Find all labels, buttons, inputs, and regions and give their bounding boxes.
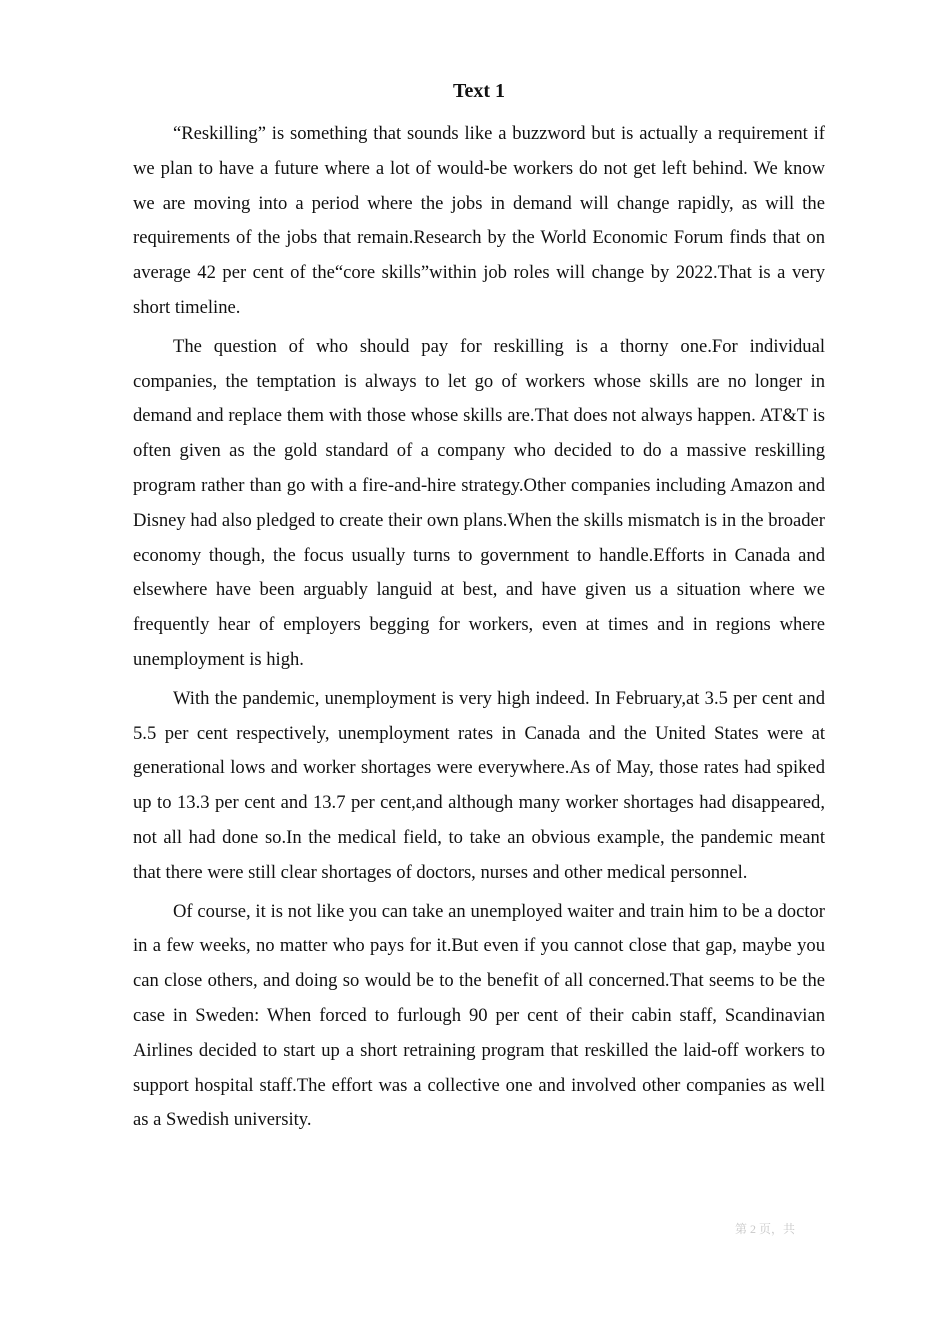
page-title: Text 1: [452, 80, 506, 102]
page-footer: 第 2 页，共: [735, 1222, 796, 1236]
document-body: [133, 74, 825, 1142]
paragraph-1: “Reskilling” is something that sounds like a buzzword but is actually a requirement if we plan to have a future where a lot of would-be workers do not get left behind. We know we are moving into a period where the jobs in demand will change rapidly, as will the requirements of the jobs that remain.Research by the World Economic Forum finds that on average 42 per cent of the“core skills”within job roles will change by 2022.That is a very short timeline.: [133, 123, 825, 318]
paragraph-2: The question of who should pay for reskilling is a thorny one.For individual companies, the temptation is always to let go of workers whose skills are no longer in demand and replace them with those whose skills are.That does not always happen. AT&T is often given as the gold standard of a company who decided to do a massive reskilling program rather than go with a fire-and-hire strategy.Other companies including Amazon and Disney had also pledged to create their own plans.When the skills mismatch is in the broader economy though, the focus usually turns to government to handle.Efforts in Canada and elsewhere have been arguably languid at best, and have given us a situation where we frequently hear of employers begging for workers, even at times and in regions where unemployment is high.: [133, 335, 825, 670]
paragraph-4: Of course, it is not like you can take an unemployed waiter and train him to be a doctor in a few weeks, no matter who pays for it.But even if you cannot close that gap, maybe you can close others, and doing so would be to the benefit of all concerned.That seems to be the case in Sweden: When forced to furlough 90 per cent of their cabin staff, Scandinavian Airlines decided to start up a short retraining program that reskilled the laid-off workers to support hospital staff.The effort was a collective one and involved other companies as well as a Swedish university.: [133, 900, 825, 1131]
paragraph-3: With the pandemic, unemployment is very high indeed. In February,at 3.5 per cent and 5.5 per cent respectively, unemployment rates in Canada and the United States were at generational lows and worker shortages were everywhere.As of May, those rates had spiked up to 13.3 per cent and 13.7 per cent,and although many worker shortages had disappeared, not all had done so.In the medical field, to take an obvious example, the pandemic meant that there were still clear shortages of doctors, nurses and other medical personnel.: [133, 687, 825, 883]
